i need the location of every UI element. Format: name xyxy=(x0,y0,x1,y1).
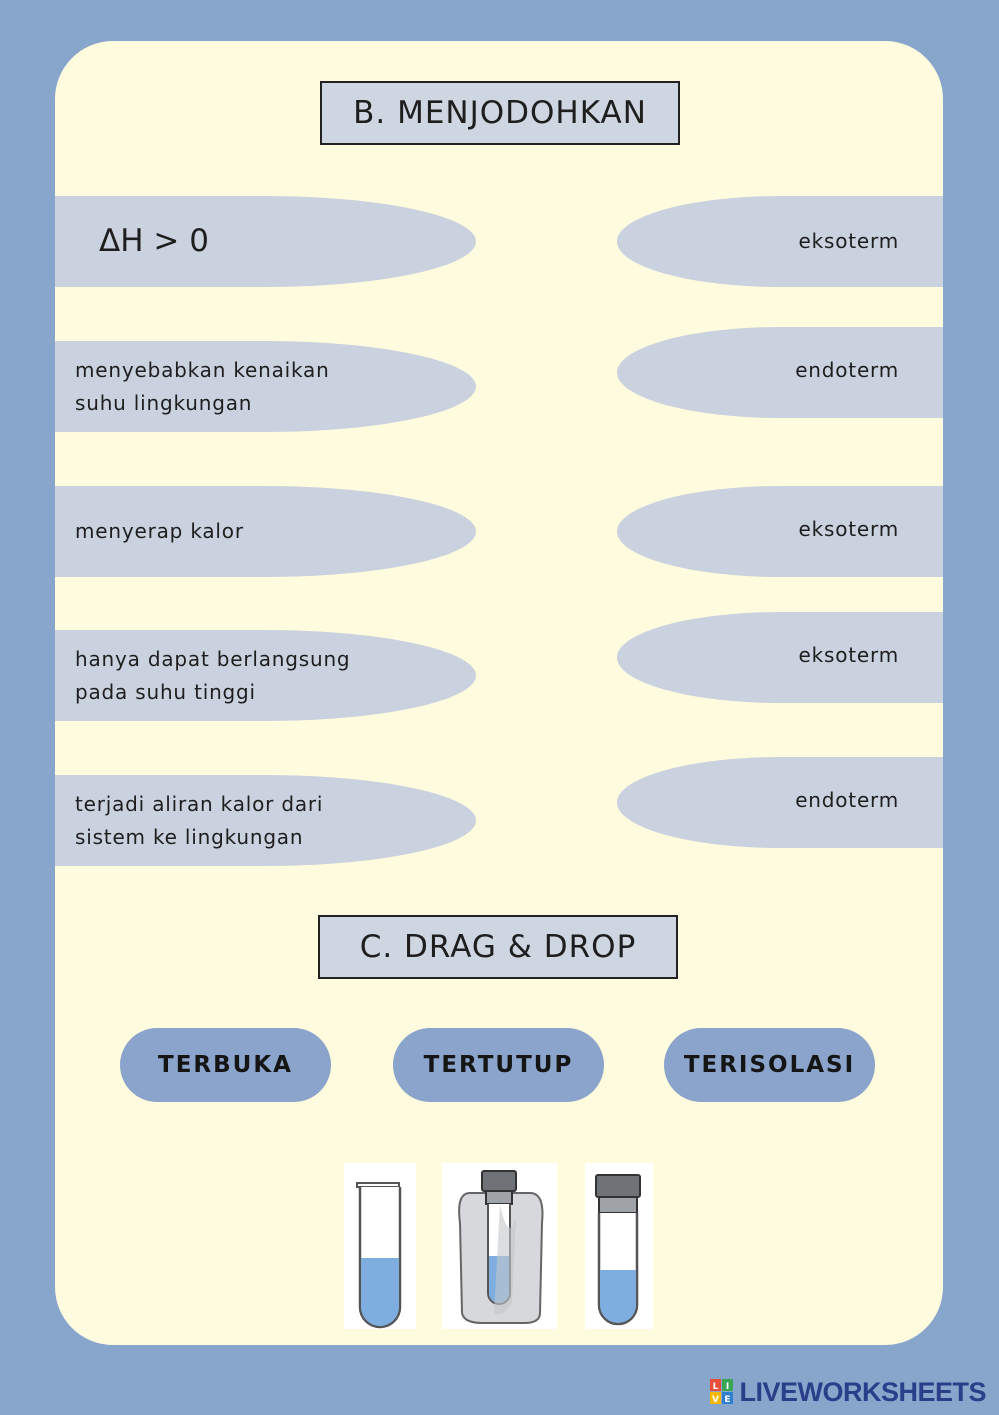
svg-text:E: E xyxy=(724,1395,732,1405)
drag-option-terisolasi[interactable]: TERISOLASI xyxy=(664,1028,875,1102)
insulated-tube-icon[interactable] xyxy=(442,1163,557,1329)
svg-text:L: L xyxy=(713,1382,719,1392)
closed-test-tube-icon[interactable] xyxy=(585,1163,653,1329)
drag-option-tertutup[interactable]: TERTUTUP xyxy=(393,1028,604,1102)
match-right-item-5[interactable] xyxy=(617,757,943,848)
match-left-label: menyebabkan kenaikan suhu lingkungan xyxy=(75,357,330,415)
match-right-label: endoterm xyxy=(795,358,899,382)
match-left-label: terjadi aliran kalor dari sistem ke lingkungan xyxy=(75,791,324,849)
match-left-item-4[interactable] xyxy=(55,630,476,721)
liveworksheets-logo xyxy=(709,1375,986,1409)
match-left-item-5[interactable] xyxy=(55,775,476,866)
worksheet-card xyxy=(55,41,943,1345)
match-right-item-2[interactable] xyxy=(617,327,943,418)
match-left-label: hanya dapat berlangsung pada suhu tinggi xyxy=(75,646,351,704)
open-test-tube-icon[interactable] xyxy=(344,1163,416,1329)
match-left-label: ΔH > 0 xyxy=(99,223,209,259)
match-left-label: menyerap kalor xyxy=(75,519,244,543)
match-right-label: eksoterm xyxy=(798,229,899,253)
svg-text:V: V xyxy=(712,1395,720,1405)
match-left-item-3[interactable] xyxy=(55,486,476,577)
match-right-item-3[interactable] xyxy=(617,486,943,577)
liveworksheets-logo-icon xyxy=(709,1378,735,1406)
match-right-label: eksoterm xyxy=(798,517,899,541)
drag-option-terbuka[interactable]: TERBUKA xyxy=(120,1028,331,1102)
match-right-label: endoterm xyxy=(795,788,899,812)
match-left-item-1[interactable] xyxy=(55,196,476,287)
section-b-title: B. MENJODOHKAN xyxy=(320,81,680,145)
match-right-item-4[interactable] xyxy=(617,612,943,703)
match-right-label: eksoterm xyxy=(798,643,899,667)
section-c-title: C. DRAG & DROP xyxy=(318,915,678,979)
brand-name: LIVEWORKSHEETS xyxy=(739,1376,986,1407)
svg-text:I: I xyxy=(726,1382,730,1392)
match-right-item-1[interactable] xyxy=(617,196,943,287)
match-left-item-2[interactable] xyxy=(55,341,476,432)
